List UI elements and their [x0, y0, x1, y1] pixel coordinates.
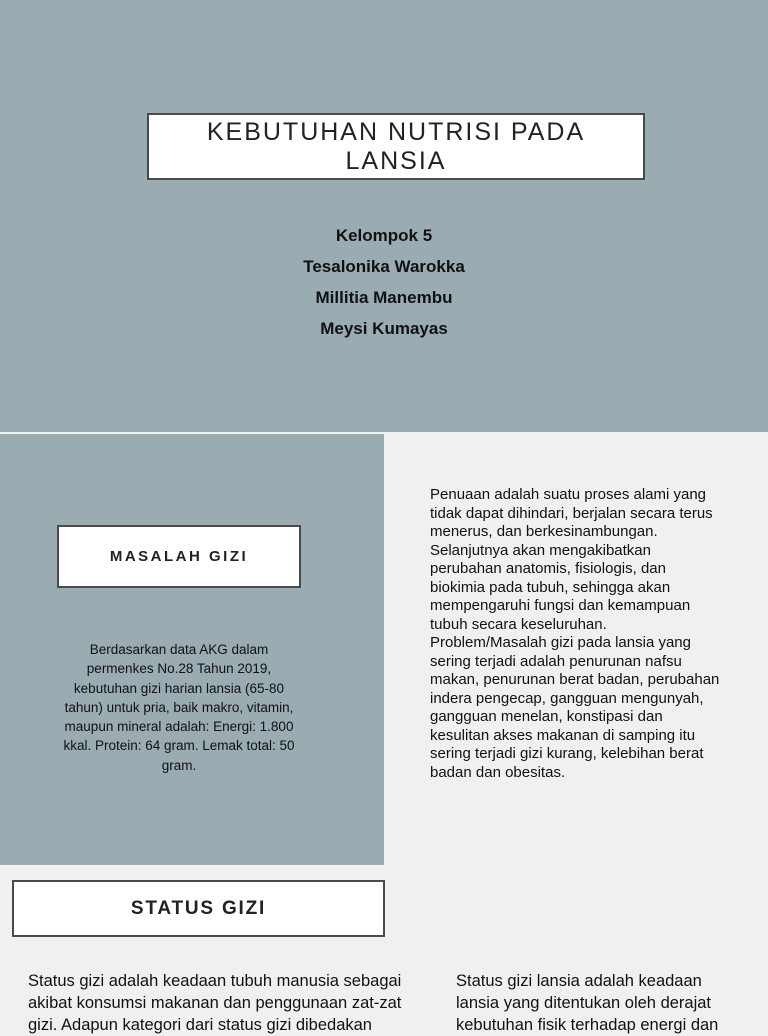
heading-box	[57, 525, 301, 588]
status-gizi-slide	[0, 867, 768, 1034]
slide-heading: MASALAH GIZI	[109, 548, 249, 565]
akg-paragraph: Berdasarkan data AKG dalam permenkes No.28 Tahun 2019, kebutuhan gizi harian lansia (65-80 tahun) untuk pria, baik makro, vitamin, maupun mineral adalah: Energi: 1.800 kkal. Protein: 64 gram. Lemak total: 50 gram.	[63, 642, 295, 773]
penuaan-paragraph: Penuaan adalah suatu proses alami yang tidak dapat dihindari, berjalan secara terus menerus, dan berkesinambungan. Selanjutnya akan mengakibatkan perubahan anatomis, fisiologis, dan biokimia pada tubuh, sehingga akan mempengaruhi fungsi dan kemampuan tubuh secara keseluruhan. Problem/Masalah gizi pada lansia yang sering terjadi adalah penurunan nafsu makan, penurunan berat badan, perubahan indera pengecap, gangguan mengunyah, gangguan menelan, konstipasi dan kesulitan akses makanan di samping itu sering terjadi gizi kurang, kelebihan berat badan dan obesitas.	[430, 486, 720, 781]
group-name: Kelompok 5	[335, 226, 433, 245]
status-gizi-paragraph: Status gizi adalah keadaan tubuh manusia sebagai akibat konsumsi makanan dan penggunaan zat-zat gizi. Adapun kategori dari status gizi dibedakan	[28, 972, 402, 1034]
slide-title: KEBUTUHAN NUTRISI PADA LANSIA	[206, 117, 586, 175]
left-panel	[0, 434, 384, 865]
author-list	[0, 220, 768, 344]
author-name: Tesalonika Warokka	[303, 257, 465, 276]
status-gizi-lansia-paragraph: Status gizi lansia adalah keadaan lansia yang ditentukan oleh derajat kebutuhan fisik terhadap energi dan	[456, 972, 719, 1034]
heading-box	[12, 880, 385, 937]
author-name: Meysi Kumayas	[320, 319, 448, 338]
slide-heading: STATUS GIZI	[130, 897, 267, 919]
author-name: Millitia Manembu	[315, 288, 453, 307]
masalah-gizi-slide	[0, 434, 768, 865]
title-box	[147, 113, 645, 180]
title-slide	[0, 0, 768, 432]
